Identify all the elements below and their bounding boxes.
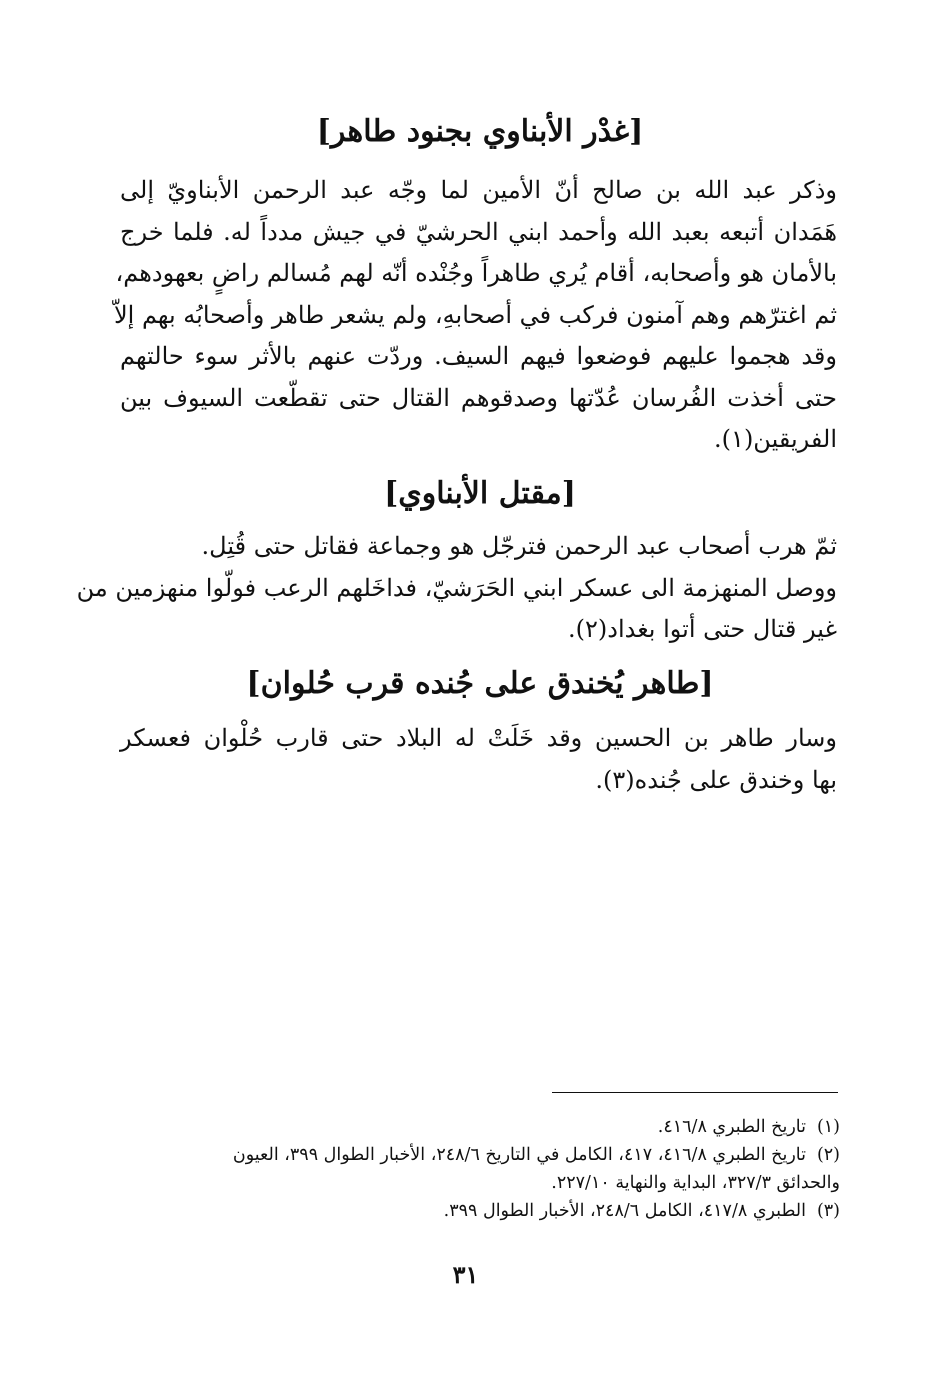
page-number: ٣١ [452,1260,479,1289]
footnote-number: (٢) [816,1145,840,1165]
section-paragraph-trench [120,718,837,801]
footnote-text: والحدائق ٣٢٧/٣، البداية والنهاية ٢٢٧/١٠. [551,1173,840,1193]
footnote-1 [120,1113,840,1141]
footnotes [120,1113,840,1225]
paragraph-line: ثمّ هرب أصحاب عبد الرحمن فترجّل هو وجماعة فقاتل حتى قُتِل. [201,532,837,560]
footnote-text: تاريخ الطبري ٤١٦/٨، ٤١٧، الكامل في التاريخ ٢٤٨/٦، الأخبار الطوال ٣٩٩، العيون [232,1145,806,1165]
section-paragraph-betrayal [113,170,837,461]
footnote-number: (٣) [816,1201,840,1221]
paragraph-line: غير قتال حتى أتوا بغداد(٢). [568,615,837,643]
section-heading-betrayal: [غدْر الأبناوي بجنود طاهر] [316,114,644,149]
footnote-text: الطبري ٤١٧/٨، الكامل ٢٤٨/٦، الأخبار الطوال ٣٩٩. [443,1201,806,1221]
paragraph-line: بالأمان هو وأصحابه، أقام يُري طاهراً وجُنْده أنّه لهم مُسالم راضٍ بعهودهم، [115,259,837,287]
paragraph-line: ثم اغترّهم وهم آمنون فركب في أصحابهِ، ولم يشعر طاهر وأصحابُه بهم إلاّ [113,300,837,329]
paragraph-line: بها وخندق على جُنده(٣). [595,765,837,794]
footnote-3 [120,1197,840,1225]
paragraph-line: وذكر عبد الله بن صالح أنّ الأمين لما وجّه عبد الرحمن الأبناويّ إلى [120,176,837,204]
paragraph-line: ووصل المنهزمة الى عسكر ابني الحَرَشيّ، فداخَلهم الرعب فولّوا منهزمين من [76,573,837,602]
footnote-2-continued [120,1169,840,1197]
footnote-divider [552,1092,838,1093]
paragraph-line: وسار طاهر بن الحسين وقد خَلَتْ له البلاد حتى قارب حُلْوان فعسكر [120,724,837,752]
paragraph-line: وقد هجموا عليهم فوضعوا فيهم السيف. وردّت عنهم بالأثر سوء حالتهم [120,342,837,370]
section-heading-trench: [طاهر يُخندق على جُنده قرب حُلوان] [246,666,714,701]
footnote-2 [120,1141,840,1169]
paragraph-line: هَمَدان أتبعه بعبد الله وأحمد ابني الحرشيّ في جيش مدداً له. فلما خرج [120,217,837,246]
footnote-text: تاريخ الطبري ٤١٦/٨. [657,1117,806,1137]
section-heading-death: [مقتل الأبناوي] [384,476,576,511]
paragraph-line: الفريقين(١). [714,425,837,453]
section-paragraph-death [76,526,837,651]
footnote-number: (١) [816,1117,840,1137]
paragraph-line: حتى أخذت الفُرسان عُدّتها وصدقوهم القتال حتى تقطّعت السيوف بين [120,383,837,412]
